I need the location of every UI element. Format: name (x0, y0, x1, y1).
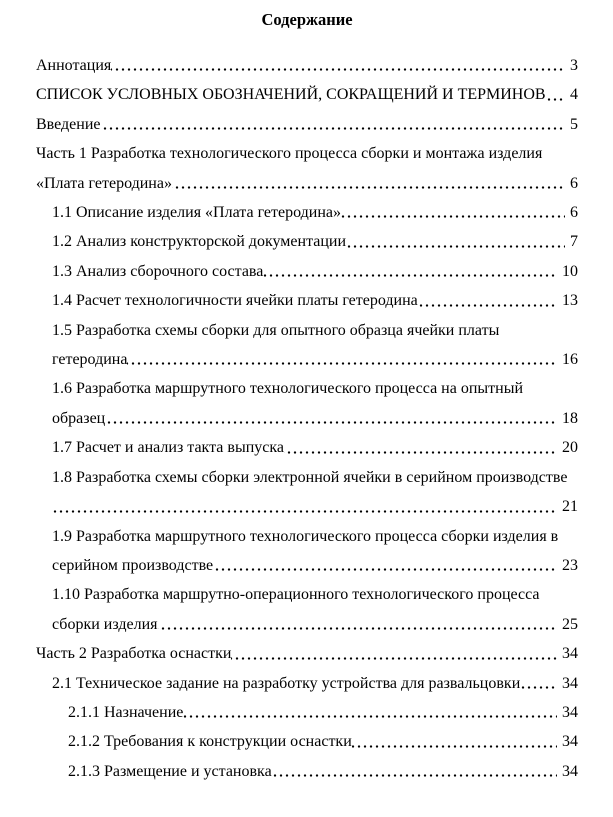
toc-entry-page-number: 4 (565, 80, 578, 109)
toc-entry-title: 1.9 Разработка маршрутного технологического процесса сборки изделия в серийном производстве (52, 527, 559, 574)
toc-entry[interactable] (68, 698, 578, 727)
toc-entry[interactable] (36, 139, 578, 198)
toc-entry-page-number: 34 (557, 727, 578, 756)
toc-entry-page-number: 34 (557, 639, 578, 668)
toc-entry-title: 1.5 Разработка схемы сборки для опытного образца ячейки платы гетеродина (52, 321, 500, 369)
toc-entry-title: 1.10 Разработка маршрутно-операционного технологического процесса сборки изделия (52, 586, 540, 633)
toc-entry[interactable] (68, 727, 578, 756)
toc-entry-title: 1.4 Расчет технологичности ячейки платы гетеродина (52, 292, 418, 310)
toc-entry[interactable] (52, 198, 578, 227)
toc-entry-title: 1.8 Разработка схемы сборки электронной ячейки в серийном производстве (52, 468, 568, 486)
toc-entry-title: Часть 1 Разработка технологического процесса сборки и монтажа изделия «Плата гетеродина» (36, 145, 543, 192)
toc-entry-page-number: 7 (565, 227, 578, 256)
toc-entry-title: 1.7 Расчет и анализ такта выпуска (52, 439, 284, 457)
toc-entry[interactable] (36, 110, 578, 139)
toc-entry-page-number: 18 (557, 404, 578, 433)
toc-entry-title: 1.1 Описание изделия «Плата гетеродина» (52, 204, 342, 222)
toc-entry[interactable] (52, 374, 578, 433)
toc-entry-page-number: 25 (557, 610, 578, 639)
toc-entry-title: 2.1.2 Требования к конструкции оснастки (68, 733, 352, 751)
toc-entry-page-number: 3 (565, 51, 578, 80)
toc-entry[interactable] (52, 257, 578, 286)
toc-entry-page-number: 13 (557, 286, 578, 315)
toc-entry-title: СПИСОК УСЛОВНЫХ ОБОЗНАЧЕНИЙ, СОКРАЩЕНИЙ И ТЕРМИНОВ (36, 86, 546, 104)
toc-entry[interactable] (68, 757, 578, 786)
toc-entry-title: 2.1.3 Размещение и установка (68, 762, 272, 780)
toc-entry-title: 1.3 Анализ сборочного состава (52, 262, 264, 280)
toc-entry[interactable] (52, 316, 578, 375)
toc-entry-page-number: 10 (557, 257, 578, 286)
toc-entry-page-number: 6 (565, 169, 578, 198)
toc-entry-page-number: 21 (557, 492, 578, 521)
toc-entry[interactable] (52, 669, 578, 698)
toc-entry-title: Аннотация (36, 57, 112, 74)
toc-entry-page-number: 20 (557, 433, 578, 462)
toc-entry[interactable] (52, 580, 578, 639)
toc-entry-page-number: 34 (557, 757, 578, 786)
toc-entry[interactable] (52, 286, 578, 315)
toc-entry-title: 2.1 Техническое задание на разработку устройства для развальцовки (52, 674, 521, 692)
toc-entry-title: Часть 2 Разработка оснастки (36, 645, 232, 663)
toc-entry-page-number: 6 (565, 198, 578, 227)
toc-entry[interactable] (52, 463, 578, 522)
table-of-contents (36, 51, 578, 786)
toc-entry[interactable] (52, 227, 578, 256)
toc-entry[interactable] (52, 433, 578, 462)
toc-entry-page-number: 34 (557, 698, 578, 727)
toc-entry[interactable] (36, 51, 578, 80)
toc-entry-page-number: 16 (557, 345, 578, 374)
toc-entry-title: 2.1.1 Назначение (68, 703, 184, 721)
toc-entry[interactable] (36, 80, 578, 109)
toc-entry-title: Введение (36, 115, 101, 133)
toc-entry[interactable] (52, 522, 578, 581)
toc-heading: Содержание (261, 10, 353, 29)
toc-entry-title: 1.6 Разработка маршрутного технологического процесса на опытный образец (52, 380, 524, 427)
toc-entry-title: 1.2 Анализ конструкторской документации (52, 233, 347, 251)
toc-entry-page-number: 23 (557, 551, 578, 580)
toc-entry-page-number: 34 (557, 669, 578, 698)
toc-entry[interactable] (36, 639, 578, 668)
toc-entry-page-number: 5 (565, 110, 578, 139)
